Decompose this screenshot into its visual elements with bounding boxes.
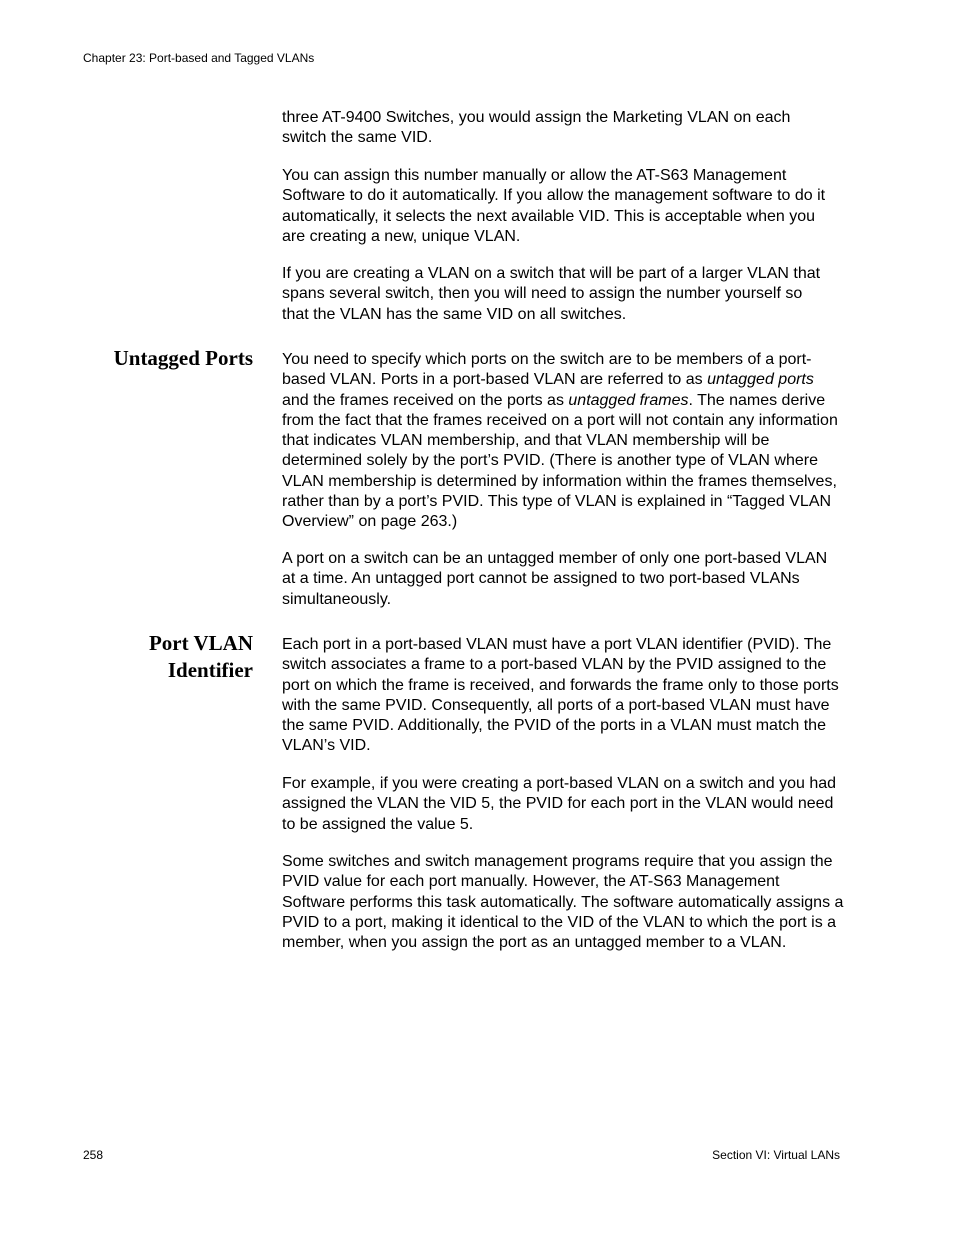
port-vlan-identifier-text [282, 774, 844, 835]
paragraph: A port on a switch can be an untagged member of only one port-based VLAN at a time. An untagged port cannot be assigned to two port-based VLANs simultaneously. [282, 550, 828, 608]
port-vlan-identifier-text [282, 852, 844, 953]
untagged-ports-text [282, 350, 844, 533]
heading-line: Port VLAN [148, 631, 253, 655]
text-run: . The names derive from the fact that the frames received on a port will not contain any information that indicates VLAN membership, and that VLAN membership will be determined solely by the port’s PVID. (There is another type of VLAN where VLAN membership is determined by information within the frames themselves, rather than by a port’s PVID. This type of VLAN is explained in “Tagged VLAN Overview” on page 263.) [282, 391, 838, 531]
paragraph: Some switches and switch management programs require that you assign the PVID value for each port manually. However, the AT-S63 Management Software performs this task automatically. The software automatically assigns a PVID to a port, making it identical to the VID of the VLAN to which the port is a member, when you assign the port as an untagged member to a VLAN. [282, 853, 844, 952]
paragraph: Each port in a port-based VLAN must have a port VLAN identifier (PVID). The switch associates a frame to a port-based VLAN by the PVID assigned to the port on which the frame is received, and forwards the frame only to those ports with the same PVID. Consequently, all ports of a port-based VLAN must have the same PVID. Additionally, the PVID of the ports in a VLAN must match the VLAN’s VID. [282, 636, 839, 755]
paragraph [282, 350, 844, 533]
paragraph: For example, if you were creating a port-based VLAN on a switch and you had assigned the VLAN the VID 5, the PVID for each port in the VLAN would need to be assigned the value 5. [282, 775, 837, 833]
port-vlan-identifier-text [282, 635, 844, 757]
paragraph: three AT-9400 Switches, you would assign the Marketing VLAN on each switch the same VID. [282, 109, 791, 147]
emphasis-term: untagged frames [568, 391, 689, 409]
heading-line: Identifier [167, 658, 253, 682]
running-footer-section: Section VI: Virtual LANs [712, 1148, 840, 1162]
intro-text [282, 166, 844, 247]
text-run: and the frames received on the ports as [282, 391, 569, 409]
intro-text [282, 264, 844, 325]
page-number: 258 [83, 1148, 104, 1162]
untagged-ports-text [282, 549, 844, 610]
section-heading-untagged-ports: Untagged Ports [113, 346, 253, 370]
paragraph: You can assign this number manually or allow the AT-S63 Management Software to do it automatically. If you allow the management software to do it automatically, it selects the next available VID. This is acceptable when you are creating a new, unique VLAN. [282, 167, 826, 245]
intro-text [282, 108, 844, 149]
emphasis-term: untagged ports [707, 371, 814, 389]
section-heading-port-vlan-identifier [149, 630, 253, 684]
running-header: Chapter 23: Port-based and Tagged VLANs [83, 51, 315, 65]
paragraph: If you are creating a VLAN on a switch that will be part of a larger VLAN that spans several switch, then you will need to assign the number yourself so that the VLAN has the same VID on all switches. [282, 265, 821, 323]
text-run: You need to specify which ports on the switch are to be members of a port-based VLAN. Ports in a port-based VLAN are referred to as [282, 351, 812, 389]
